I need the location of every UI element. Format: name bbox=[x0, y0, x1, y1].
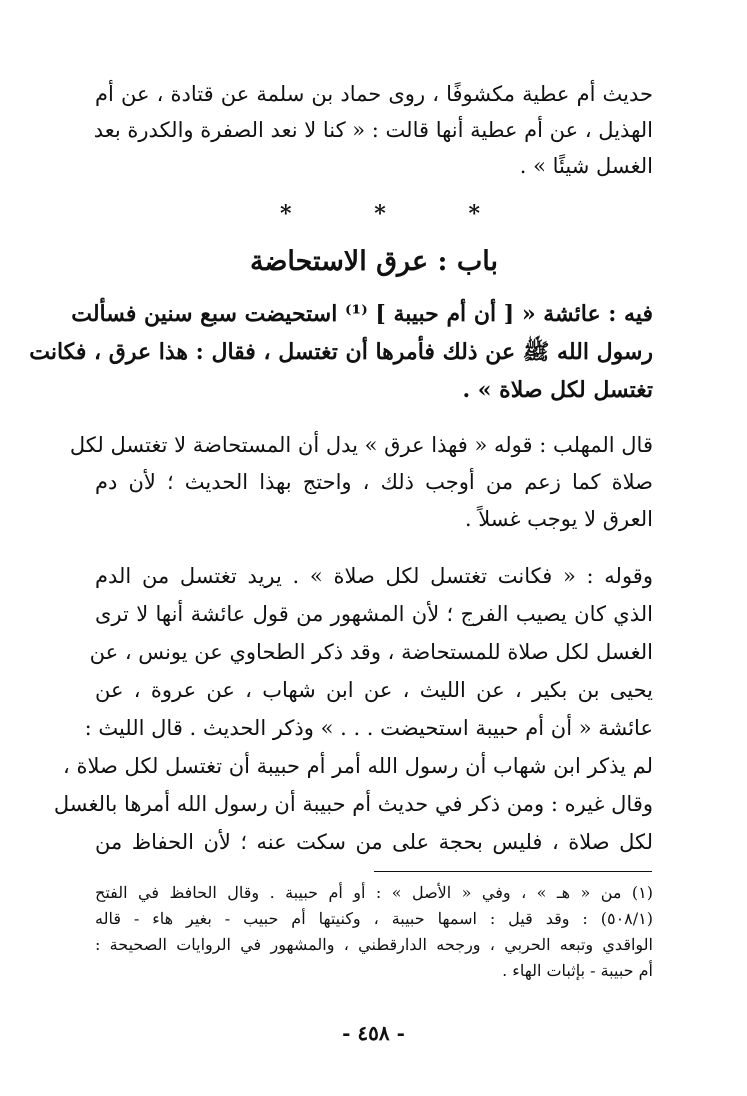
footnote-divider bbox=[374, 871, 652, 872]
commentary-1-line-2: صلاة كما زعم من أوجب ذلك ، واحتج بهذا الحديث ؛ لأن دم bbox=[95, 470, 653, 494]
commentary-1-line-3: العرق لا يوجب غسلاً . bbox=[464, 507, 653, 531]
commentary-2-line-5: عائشة « أن أم حبيبة استحيضت . . . » وذكر الحديث . قال الليث : bbox=[84, 716, 653, 740]
commentary-2-line-2: الذي كان يصيب الفرج ؛ لأن المشهور من قول عائشة أنها لا ترى bbox=[95, 602, 653, 626]
footnote-line-4: أم حبيبة - بإثبات الهاء . bbox=[502, 961, 653, 980]
separator-star: * bbox=[374, 201, 386, 227]
footnote-line-2: (٥٠٨/١) : وقد قيل : اسمها حبيبة ، وكنيتها أم حبيب - بغير هاء - قاله bbox=[95, 909, 653, 928]
section-separator bbox=[250, 196, 510, 232]
hadith-line-1: فيه : عائشة « [ أن أم حبيبة ] ⁽¹⁾ استحيضت سبع سنين فسألت bbox=[71, 301, 653, 327]
commentary-2-line-6: لم يذكر ابن شهاب أن رسول الله أمر أم حبيبة أن تغتسل لكل صلاة ، bbox=[63, 754, 653, 778]
intro-line-3: الغسل شيئًا » . bbox=[519, 154, 653, 178]
intro-line-2: الهذيل ، عن أم عطية أنها قالت : « كنا لا نعد الصفرة والكدرة بعد bbox=[93, 118, 653, 142]
hadith-line-2: رسول الله ﷺ عن ذلك فأمرها أن تغتسل ، فقال : هذا عرق ، فكانت bbox=[29, 339, 653, 365]
intro-line-1: حديث أم عطية مكشوفًا ، روى حماد بن سلمة عن قتادة ، عن أم bbox=[95, 82, 653, 106]
separator-star: * bbox=[468, 201, 480, 227]
commentary-1-line-1: قال المهلب : قوله « فهذا عرق » يدل أن المستحاضة لا تغتسل لكل bbox=[69, 433, 653, 457]
commentary-2-line-8: لكل صلاة ، فليس بحجة على من سكت عنه ؛ لأن الحفاظ من bbox=[95, 830, 653, 854]
commentary-2-line-3: الغسل لكل صلاة للمستحاضة ، وقد ذكر الطحاوي عن يونس ، عن bbox=[89, 640, 653, 664]
commentary-2-line-1: وقوله : « فكانت تغتسل لكل صلاة » . يريد تغتسل من الدم bbox=[95, 564, 653, 588]
commentary-2-line-7: وقال غيره : ومن ذكر في حديث أم حبيبة أن رسول الله أمرها بالغسل bbox=[53, 792, 653, 816]
hadith-line-3: تغتسل لكل صلاة » . bbox=[462, 377, 653, 403]
footnote-line-3: الواقدي وتبعه الحربي ، ورجحه الدارقطني ، والمشهور في الروايات الصحيحة : bbox=[95, 935, 653, 954]
footnote-line-1: (١) من « هـ » ، وفي « الأصل » : أو أم حبيبة . وقال الحافظ في الفتح bbox=[95, 883, 653, 902]
chapter-title: باب : عرق الاستحاضة bbox=[249, 246, 498, 277]
separator-star: * bbox=[280, 201, 292, 227]
commentary-2-line-4: يحيى بن بكير ، عن الليث ، عن ابن شهاب ، عن عروة ، عن bbox=[95, 678, 653, 702]
page-number: - ٤٥٨ - bbox=[342, 1021, 405, 1045]
